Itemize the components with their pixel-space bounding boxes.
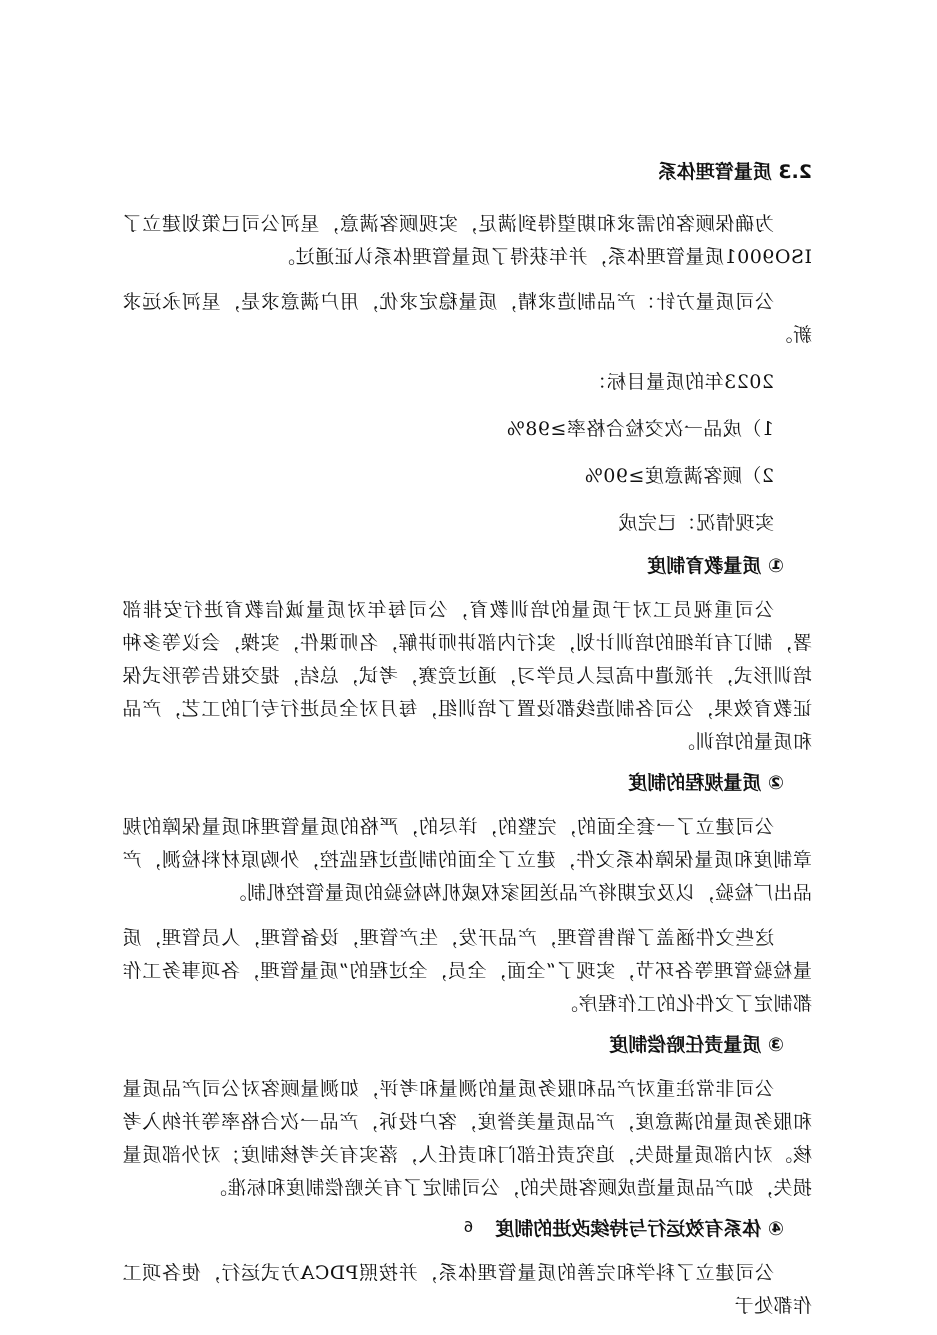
section-heading [122, 160, 812, 184]
quality-regulations-paragraph-2: 这些文件涵盖了销售管理，产品开发，生产管理，设备管理，人员管理，质量检验管理等各环节，实现了“全面，全员，全过程的”质量管理，各项事务工作都制定了文件化的工作程序。 [122, 927, 812, 1015]
subheading-system-improvement: ④ 体系有效运行与持续改进的制度 [495, 1218, 784, 1240]
page-content [122, 160, 812, 1335]
quality-regulations-paragraph-1: 公司建立了一套全面的，完整的，详尽的，严格的质量管理和质量保障的规章制度和质量保障体系文件，建立了全面的制造过程监控，外购原材料检测，产品出厂检验，以及定期将产品送国家权威机构检验的质量管控机制。 [122, 816, 812, 904]
intro-paragraph: 为确保顾客的需求和期望得到满足，实现顾客满意，星河公司已策划建立了ISO9001质量管理体系，并年获得了质量管理体系认证通过。 [122, 213, 812, 268]
quality-goal-2: 2）顾客满意度≥90% [584, 465, 774, 487]
section-number: 2.3 [778, 161, 812, 183]
quality-liability-paragraph: 公司非常注重对产品和服务质量的测量和考评，如测量顾客对公司产品质量和服务质量的满意度，产品质量美誉度，客户投诉，产品一次合格率等并纳入考核。对内部质量损失，追究责任部门和责任人，落实有关考核制度；对外部质量损失，如产品质量造成顾客损失的，公司制定了有关赔偿制度和标准。 [122, 1078, 812, 1199]
system-improvement-paragraph: 公司建立了科学和完善的质量管理体系，并按照PDCA方式运行，使各项工作都处于 [122, 1262, 812, 1317]
quality-goals-title: 2023年的质量目标： [587, 371, 774, 393]
subheading-quality-regulations: ② 质量规程的制度 [628, 772, 784, 794]
quality-policy: 公司质量方针：产品制造求精，质量稳定求优，用户满意求是，星河永远求新。 [122, 291, 812, 346]
achievement-status: 实现情况：已完成 [617, 512, 774, 534]
page-number: 6 [463, 1218, 474, 1236]
section-title: 质量管理体系 [657, 161, 772, 183]
subheading-quality-liability: ③ 质量责任赔偿制度 [609, 1034, 784, 1056]
quality-goal-1: 1）成品一次交检合格率≥98% [506, 418, 774, 440]
quality-education-paragraph: 公司重视员工对于质量的培训教育，公司每年对质量诚信教育进行安排部署，制订有详细的培训计划，实行内部讲师讲解，名师课件，实操，会议等多种培训形式，并派遣中高层人员学习，通过竞赛，考试，总结，提交报告等形式保证教育效果，公司各制造线都设置了培训组，每月对全员进行专门的工艺，产品和质量的培训。 [122, 599, 812, 753]
subheading-quality-education: ① 质量教育制度 [647, 555, 784, 577]
